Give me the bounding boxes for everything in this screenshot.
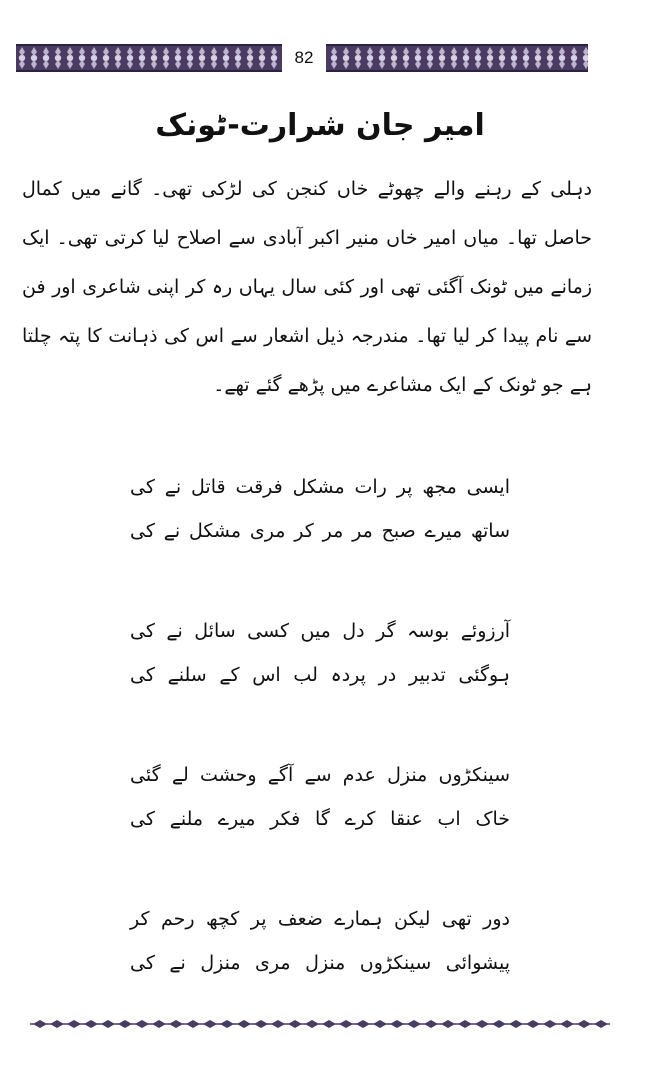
page-number: 82 (282, 44, 326, 72)
couplet (130, 609, 510, 697)
verse-line: پیشوائی سینکڑوں منزل مری منزل نے کی (130, 952, 510, 974)
verse-line: ایسی مجھ پر رات مشکل فرقت قاتل نے کی (130, 476, 510, 498)
poem (130, 465, 510, 1041)
couplet (130, 465, 510, 553)
couplet (130, 753, 510, 841)
verse-line: ہوگئی تدبیر در پردہ لب اس کے سلنے کی (130, 664, 510, 686)
verse-line: آرزوئے بوسہ گر دل میں کسی سائل نے کی (130, 620, 510, 642)
footer-ornament-rule (30, 1014, 610, 1034)
page-header-ornament (16, 44, 588, 72)
intro-paragraph: دہلی کے رہنے والے چھوٹے خاں کنجن کی لڑکی تھی۔ گانے میں کمال حاصل تھا۔ میاں امیر خاں منیر اکبر آبادی سے اصلاح لیا کرتی تھی۔ ایک زمانے میں ٹونک آگئی تھی اور کئی سال یہاں رہ کر اپنی شاعری اور فن سے نام پیدا کر لیا تھا۔ مندرجہ ذیل اشعار سے اس کی ذہانت کا پتہ چلتا ہے جو ٹونک کے ایک مشاعرے میں پڑھے گئے تھے۔ (22, 178, 592, 396)
verse-line: خاک اب عنقا کرے گا فکر میرے ملنے کی (130, 808, 510, 830)
verse-line: سینکڑوں منزل عدم سے آگے وحشت لے گئی (130, 764, 510, 786)
verse-line: ساتھ میرے صبح مر مر کر مری مشکل نے کی (130, 520, 510, 542)
couplet (130, 897, 510, 985)
verse-line: دور تھی لیکن ہمارے ضعف پر کچھ رحم کر (130, 908, 510, 930)
page-title: امیر جان شرارت-ٹونک (155, 108, 485, 143)
